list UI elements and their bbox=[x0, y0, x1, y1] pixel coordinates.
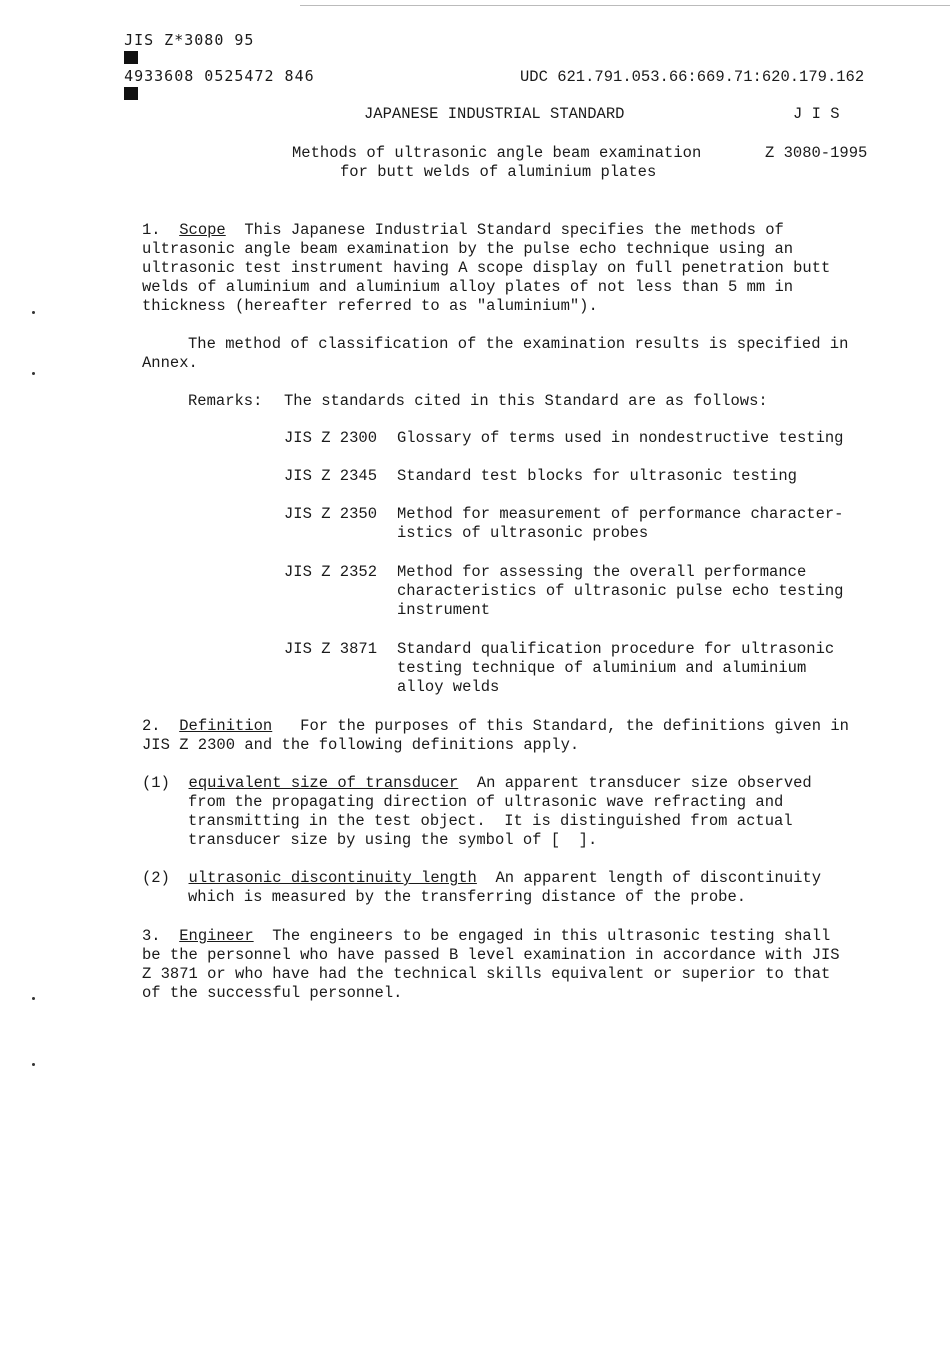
reference-title-line: istics of ultrasonic probes bbox=[397, 524, 649, 542]
remarks-text: The standards cited in this Standard are as follows: bbox=[284, 392, 768, 410]
scan-speck bbox=[32, 997, 35, 1000]
definition-item-line: which is measured by the transferring distance of the probe. bbox=[188, 888, 747, 906]
standard-number: Z 3080-1995 bbox=[765, 144, 868, 162]
reference-title-line: instrument bbox=[397, 601, 491, 619]
engineer-line-3: Z 3871 or who have had the technical skills equivalent or superior to that bbox=[142, 965, 831, 983]
header-code-2: 4933608 0525472 846 bbox=[124, 67, 315, 85]
definition-item-term: equivalent size of transducer bbox=[188, 774, 459, 792]
scope-line-2: ultrasonic angle beam examination by the pulse echo technique using an bbox=[142, 240, 794, 258]
reference-code: JIS Z 2345 bbox=[284, 467, 378, 485]
classification-line-1: The method of classification of the examination results is specified in bbox=[188, 335, 849, 353]
reference-title-line: Standard test blocks for ultrasonic testing bbox=[397, 467, 797, 485]
reference-title-line: characteristics of ultrasonic pulse echo testing bbox=[397, 582, 844, 600]
title-line-2: for butt welds of aluminium plates bbox=[340, 163, 657, 181]
top-rule bbox=[300, 5, 950, 6]
title-line-1: Methods of ultrasonic angle beam examination bbox=[292, 144, 702, 162]
definition-item-1-first-line bbox=[142, 774, 812, 793]
reference-title-line: Method for measurement of performance character- bbox=[397, 505, 844, 523]
engineer-line-2: be the personnel who have passed B level examination in accordance with JIS bbox=[142, 946, 840, 964]
reference-code: JIS Z 3871 bbox=[284, 640, 378, 658]
scan-speck bbox=[32, 1063, 35, 1066]
definition-item-2-first-line bbox=[142, 869, 821, 888]
reference-title-line: Standard qualification procedure for ultrasonic bbox=[397, 640, 835, 658]
definition-line-2: JIS Z 2300 and the following definitions apply. bbox=[142, 736, 580, 754]
scope-line-4: welds of aluminium and aluminium alloy plates of not less than 5 mm in bbox=[142, 278, 794, 296]
reference-title-line: Glossary of terms used in nondestructive testing bbox=[397, 429, 844, 447]
scan-speck bbox=[32, 372, 35, 375]
reference-title-line: Method for assessing the overall performance bbox=[397, 563, 807, 581]
definition-heading: Definition bbox=[179, 717, 273, 735]
scope-number: 1. bbox=[142, 221, 161, 239]
definition-number: 2. bbox=[142, 717, 161, 735]
definition-first-line bbox=[142, 717, 849, 736]
header-code-1: JIS Z*3080 95 bbox=[124, 31, 255, 49]
udc-number: UDC 621.791.053.66:669.71:620.179.162 bbox=[520, 68, 865, 86]
engineer-heading: Engineer bbox=[179, 927, 254, 945]
standard-name: JAPANESE INDUSTRIAL STANDARD bbox=[364, 105, 625, 123]
reference-code: JIS Z 2300 bbox=[284, 429, 378, 447]
engineer-line-1: The engineers to be engaged in this ultrasonic testing shall bbox=[272, 927, 831, 945]
barcode-block-2 bbox=[124, 87, 138, 100]
remarks-label: Remarks: bbox=[188, 392, 263, 410]
definition-item-text: An apparent length of discontinuity bbox=[495, 869, 822, 887]
definition-item-line: transmitting in the test object. It is distinguished from actual bbox=[188, 812, 793, 830]
definition-item-line: transducer size by using the symbol of [ ]. bbox=[188, 831, 598, 849]
scope-line-3: ultrasonic test instrument having A scope display on full penetration butt bbox=[142, 259, 831, 277]
barcode-block-1 bbox=[124, 51, 138, 64]
definition-item-number: (1) bbox=[142, 774, 170, 792]
scope-line-1: This Japanese Industrial Standard specifies the methods of bbox=[244, 221, 784, 239]
definition-item-number: (2) bbox=[142, 869, 170, 887]
reference-title-line: alloy welds bbox=[397, 678, 500, 696]
engineer-first-line bbox=[142, 927, 830, 946]
reference-title-line: testing technique of aluminium and aluminium bbox=[397, 659, 807, 677]
classification-line-2: Annex. bbox=[142, 354, 198, 372]
scope-heading: Scope bbox=[179, 221, 226, 239]
scope-line-5: thickness (hereafter referred to as "aluminium"). bbox=[142, 297, 598, 315]
document-code-header bbox=[104, 13, 315, 103]
scan-speck bbox=[32, 311, 35, 314]
engineer-number: 3. bbox=[142, 927, 161, 945]
reference-code: JIS Z 2352 bbox=[284, 563, 378, 581]
scope-first-line bbox=[142, 221, 784, 240]
definition-item-term: ultrasonic discontinuity length bbox=[188, 869, 477, 887]
definition-line-1: For the purposes of this Standard, the definitions given in bbox=[300, 717, 849, 735]
definition-item-text: An apparent transducer size observed bbox=[476, 774, 812, 792]
definition-item-line: from the propagating direction of ultrasonic wave refracting and bbox=[188, 793, 784, 811]
jis-mark: J I S bbox=[793, 105, 840, 123]
engineer-line-4: of the successful personnel. bbox=[142, 984, 403, 1002]
reference-code: JIS Z 2350 bbox=[284, 505, 378, 523]
